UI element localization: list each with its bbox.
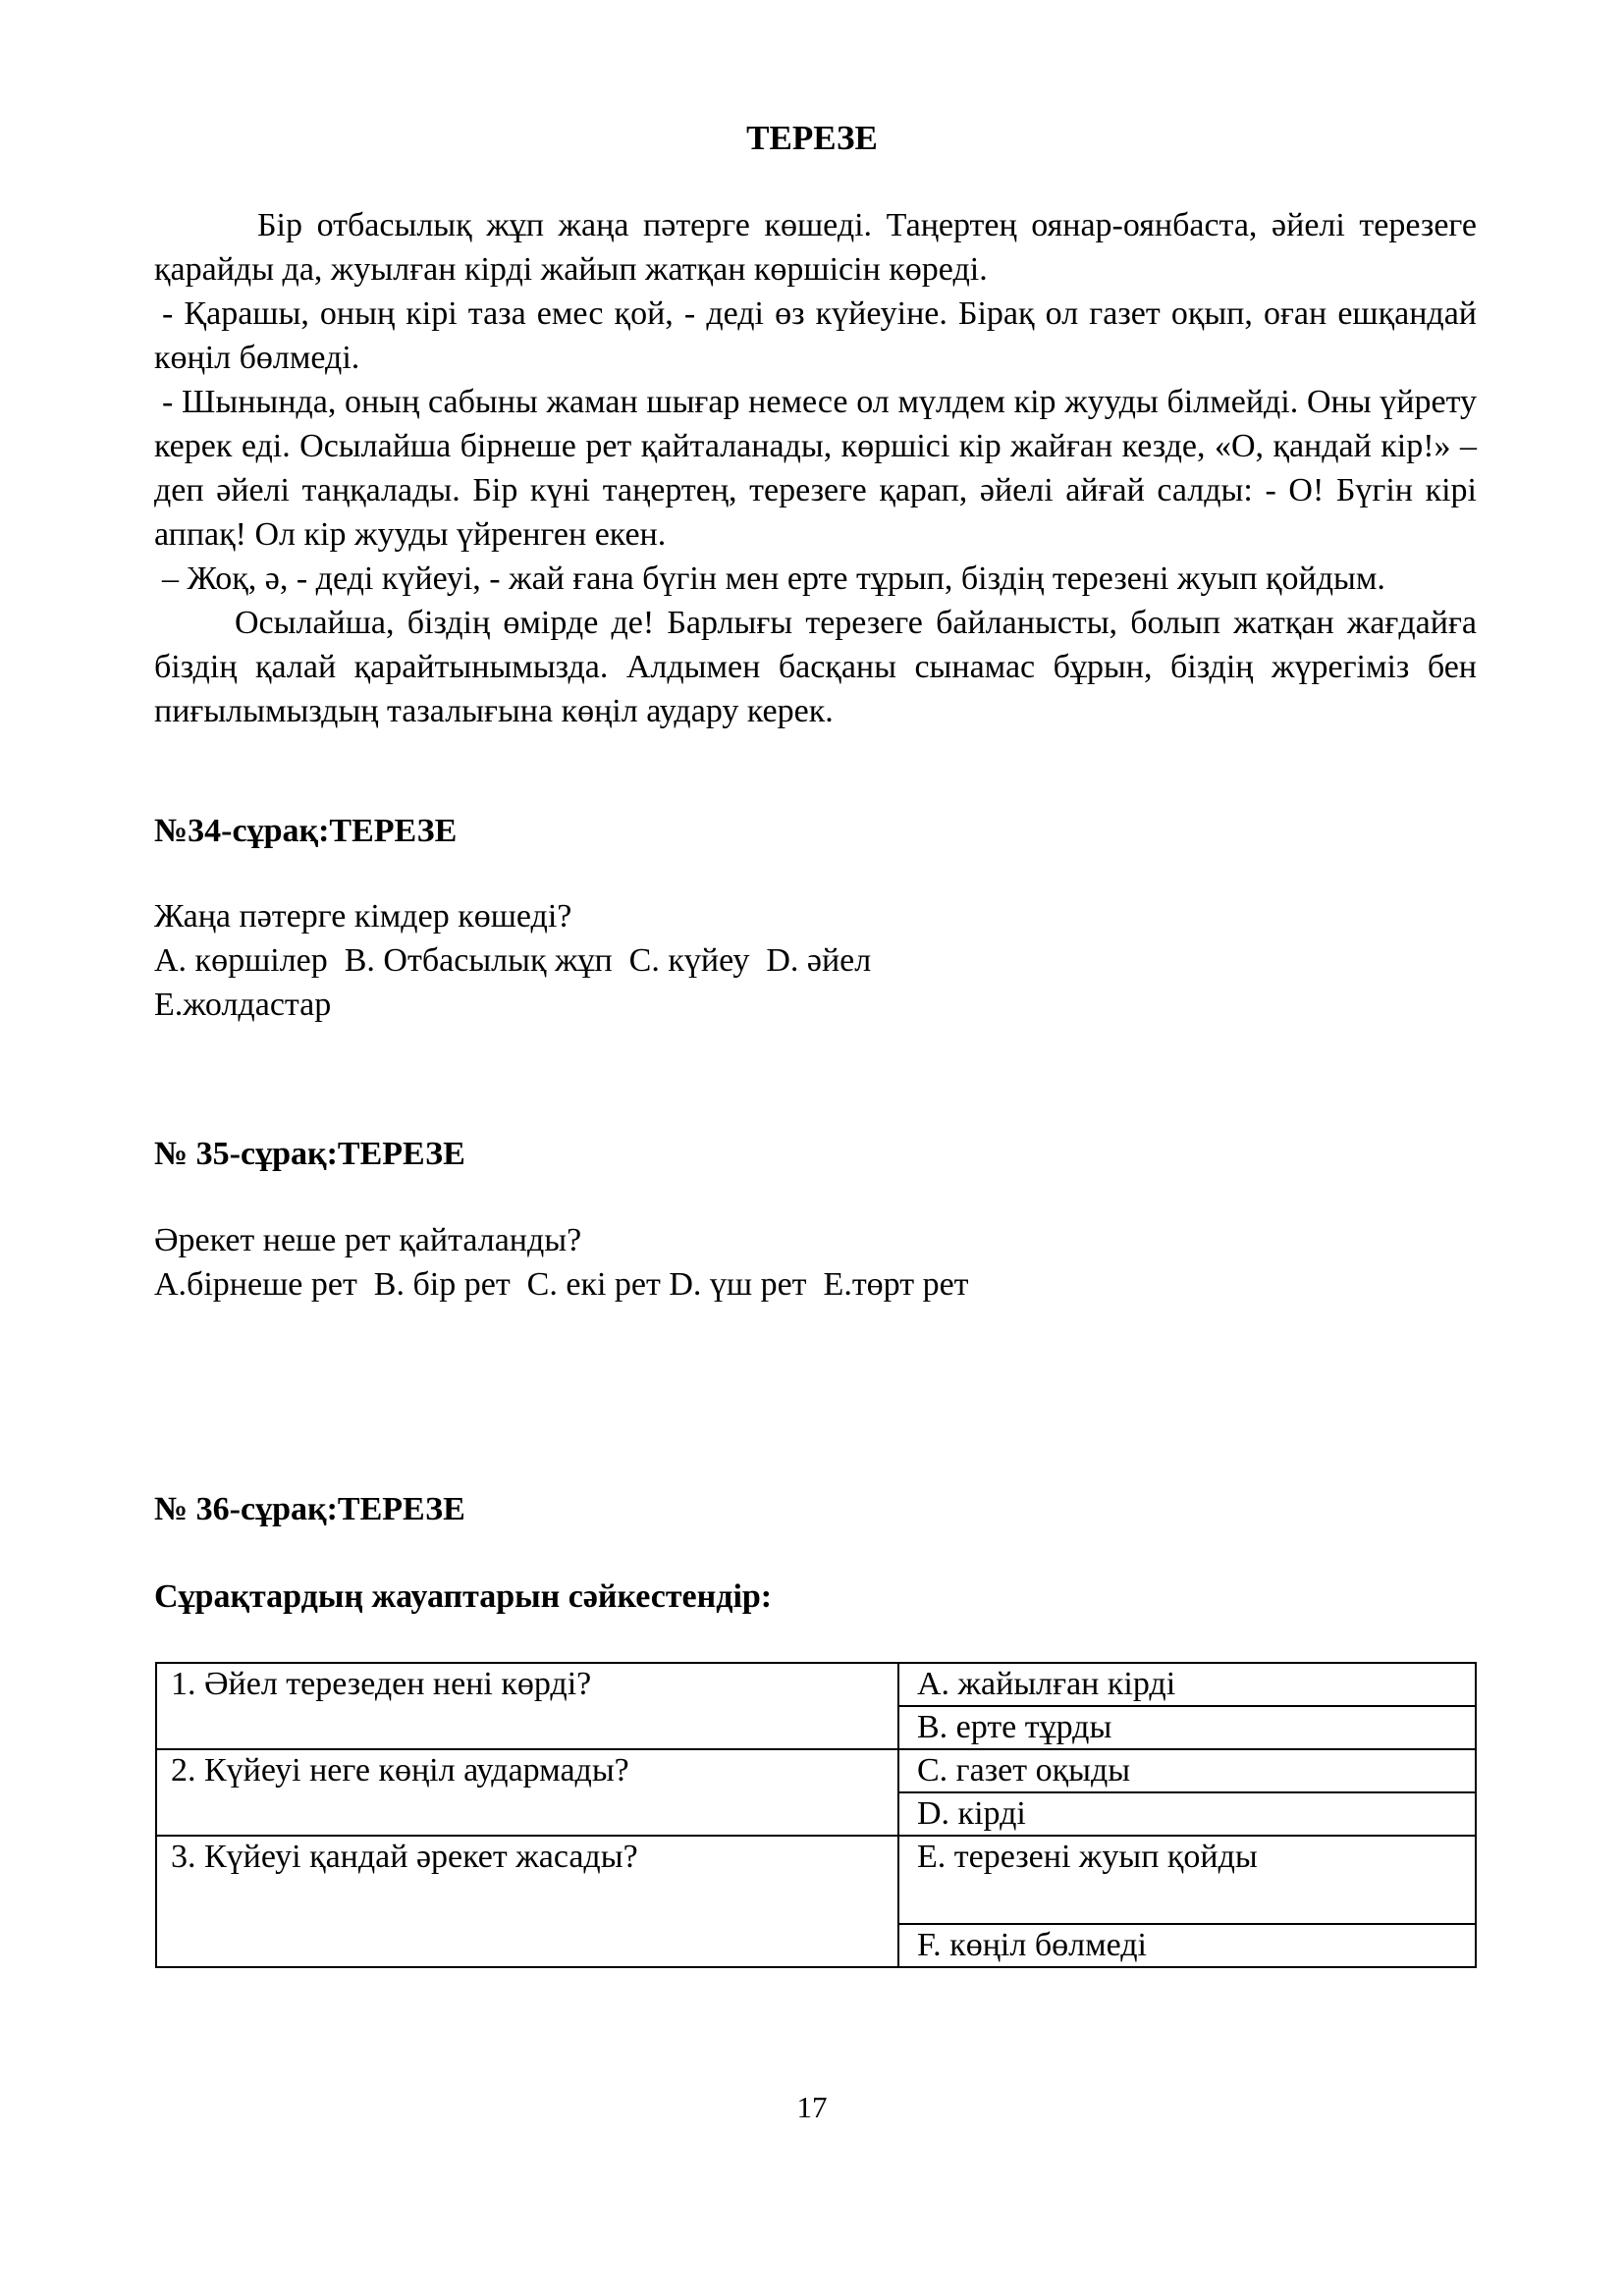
question-34-options-line-2: Е.жолдастар [154, 987, 332, 1023]
question-cell-1: 1. Әйел терезеден нені көрді? [156, 1663, 898, 1749]
table-row [156, 1749, 1476, 1792]
answer-cell-b: В. ерте тұрды [898, 1706, 1476, 1749]
answer-cell-f: F. көңіл бөлмеді [898, 1924, 1476, 1967]
table-row [156, 1836, 1476, 1924]
question-34-heading: №34-сұрақ:ТЕРЕЗЕ [154, 813, 458, 849]
story-paragraph-3: - Шынында, оның сабыны жаман шығар немесе ол мүлдем кір жууды білмейді. Оны үйрету керек еді. Осылайша бірнеше рет қайталанады, көршісі кір жайған кезде, «О, қандай кір!» – деп әйелі таңқалады. Бір күні таңертең, терезеге қарап, әйелі айғай салды: - О! Бүгін кірі аппақ! Ол кір жууды үйренген екен. [154, 384, 1477, 553]
story-paragraph-2: - Қарашы, оның кірі таза емес қой, - деді өз күйеуіне. Бірақ ол газет оқып, оған ешқандай көңіл бөлмеді. [154, 295, 1477, 376]
page-number: 17 [796, 2090, 828, 2124]
question-36-heading: № 36-сұрақ:ТЕРЕЗЕ [154, 1491, 465, 1527]
story-paragraph-4: – Жоқ, ә, - деді күйеуі, - жай ғана бүгін мен ерте тұрып, біздің терезені жуып қойдым. [162, 561, 1385, 597]
answer-cell-a: А. жайылған кірді [898, 1663, 1476, 1706]
answer-cell-c: С. газет оқыды [898, 1749, 1476, 1792]
story-paragraph-5: Осылайша, біздің өмірде де! Барлығы терезеге байланысты, болып жатқан жағдайға біздің қалай қарайтынымызда. Алдымен басқаны сынамас бұрын, біздің жүрегіміз бен пиғылымыздың тазалығына көңіл аудару керек. [154, 605, 1477, 729]
question-35-block [154, 1218, 969, 1307]
answer-cell-e: Е. терезені жуып қойды [898, 1836, 1476, 1924]
question-34-text: Жаңа пәтерге кімдер көшеді? [154, 898, 572, 934]
question-34-block [154, 894, 871, 1027]
answer-cell-d: D. кірді [898, 1792, 1476, 1836]
story-paragraph-1: Бір отбасылық жұп жаңа пәтерге көшеді. Таңертең оянар-оянбаста, әйелі терезеге қарайды да, жуылған кірді жайып жатқан көршісін көреді. [154, 207, 1477, 288]
matching-table [155, 1662, 1477, 1968]
question-35-options: А.бірнеше рет В. бір рет С. екі рет D. үш рет Е.төрт рет [154, 1266, 969, 1303]
question-35-heading: № 35-сұрақ:ТЕРЕЗЕ [154, 1136, 465, 1172]
question-cell-3: 3. Күйеуі қандай әрекет жасады? [156, 1836, 898, 1967]
question-36-instruction: Сұрақтардың жауаптарын сәйкестендір: [154, 1578, 773, 1615]
question-35-text: Әрекет неше рет қайталанды? [154, 1222, 582, 1258]
question-cell-2: 2. Күйеуі неге көңіл аудармады? [156, 1749, 898, 1836]
story-title: ТЕРЕЗЕ [746, 119, 878, 157]
table-row [156, 1663, 1476, 1706]
question-34-options-line-1: А. көршілер В. Отбасылық жұп С. күйеу D. әйел [154, 942, 872, 979]
story-text [154, 203, 1477, 733]
